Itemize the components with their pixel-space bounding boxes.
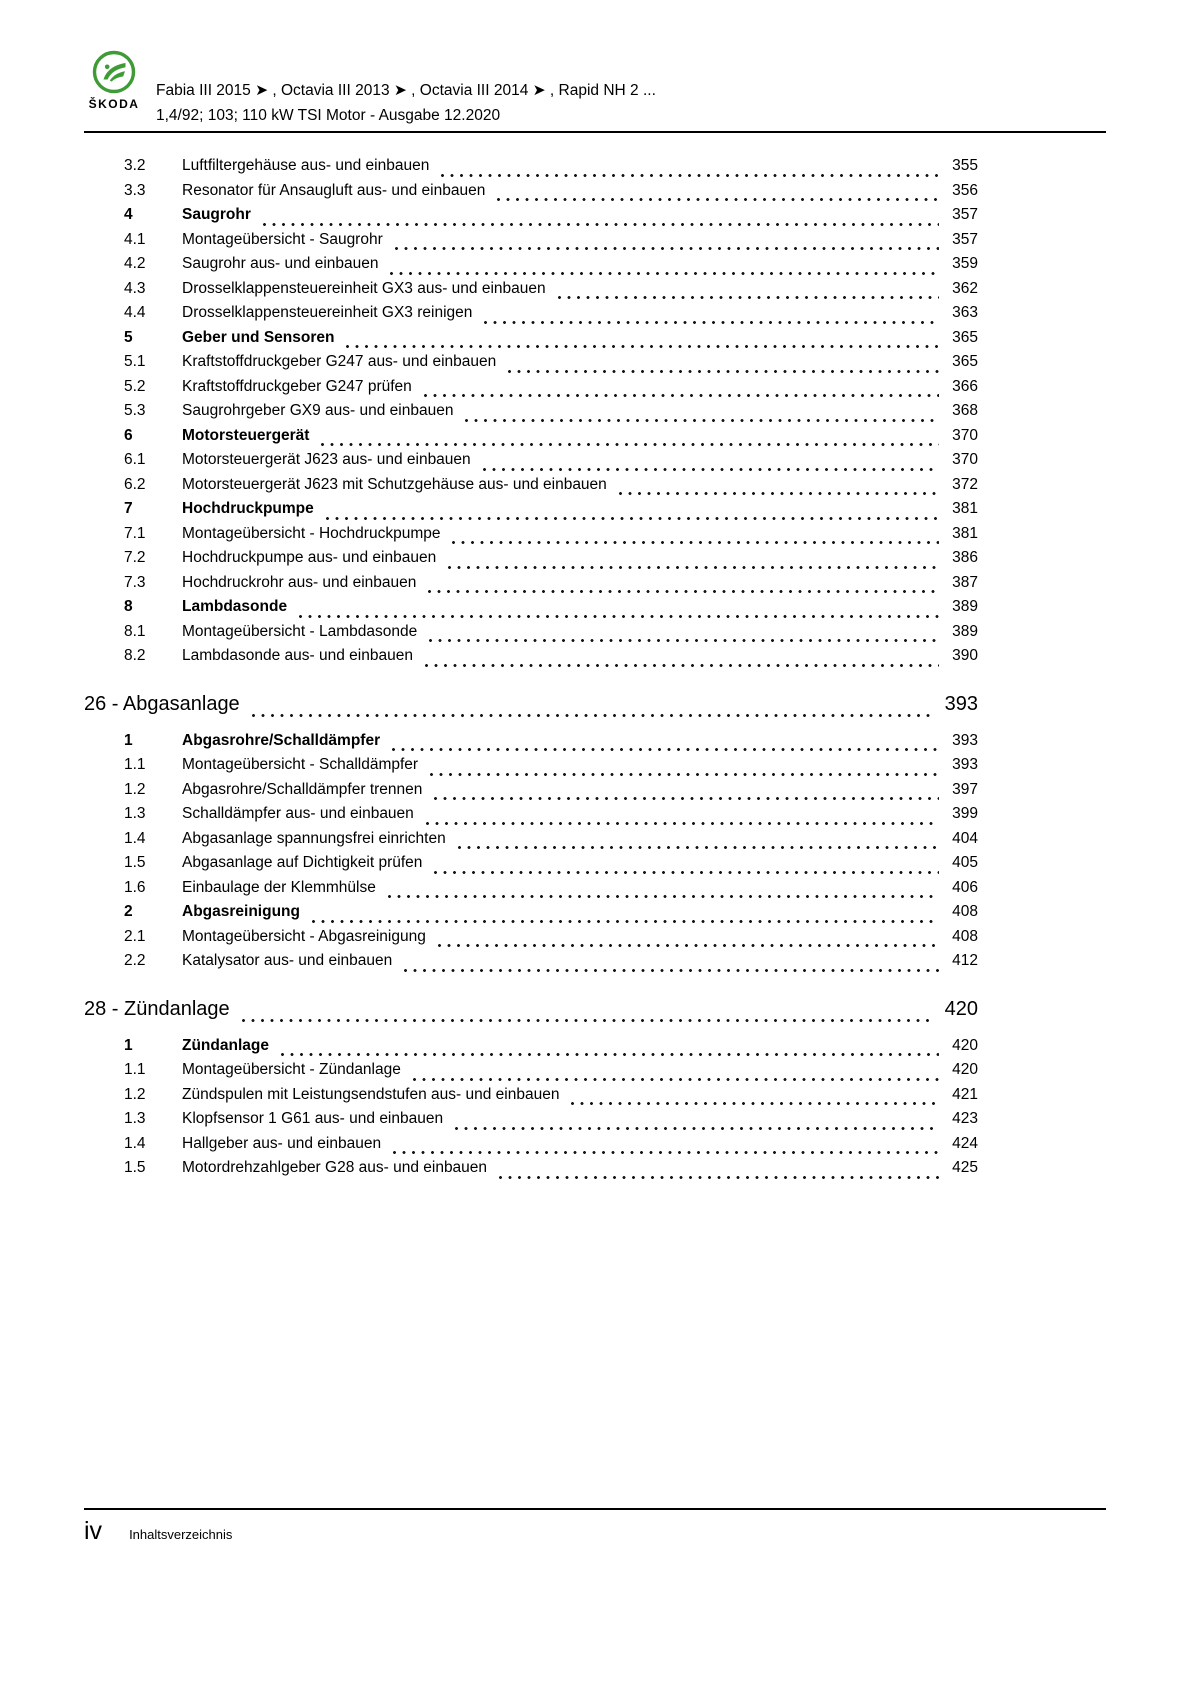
toc-entry[interactable]	[84, 598, 978, 623]
entry-page-number: 408	[952, 903, 978, 920]
dot-leader	[465, 419, 939, 422]
entry-page-number: 365	[952, 328, 978, 346]
toc-entry[interactable]	[84, 574, 978, 599]
toc-entry[interactable]	[84, 231, 978, 256]
entry-page-number: 356	[952, 181, 978, 199]
dot-leader	[346, 345, 939, 348]
dot-leader	[395, 247, 939, 250]
entry-title: Montageübersicht - Zündanlage	[182, 1061, 401, 1078]
entry-number: 5.2	[124, 377, 146, 395]
entry-title: Motorsteuergerät J623 mit Schutzgehäuse aus- und einbauen	[182, 475, 607, 493]
engine-line: 1,4/92; 103; 110 kW TSI Motor - Ausgabe 12.2020	[156, 107, 501, 124]
entry-number: 8.2	[124, 647, 146, 664]
entry-page-number: 357	[952, 230, 978, 248]
entry-title: Luftfiltergehäuse aus- und einbauen	[182, 157, 430, 174]
entry-title: Geber und Sensoren	[182, 328, 335, 346]
dot-leader	[484, 321, 939, 324]
dot-leader	[428, 590, 939, 593]
dot-leader	[429, 639, 939, 642]
dot-leader	[499, 1176, 939, 1179]
toc-entry[interactable]	[84, 781, 978, 806]
entry-title: Kraftstoffdruckgeber G247 aus- und einbauen	[182, 353, 497, 370]
entry-title: Hochdruckpumpe aus- und einbauen	[182, 549, 437, 566]
toc-entry[interactable]	[84, 1110, 978, 1135]
entry-number: 4.2	[124, 255, 146, 272]
entry-page-number: 389	[952, 598, 978, 615]
entry-title: Motordrehzahlgeber G28 aus- und einbauen	[182, 1159, 488, 1176]
entry-title: Klopfsensor 1 G61 aus- und einbauen	[182, 1110, 444, 1127]
entry-number: 8	[124, 598, 133, 615]
entry-page-number: 370	[952, 426, 978, 444]
dot-leader	[263, 223, 939, 226]
entry-title: Motorsteuergerät J623 aus- und einbauen	[182, 451, 471, 468]
entry-page-number: 362	[952, 279, 978, 297]
entry-page-number: 406	[952, 878, 978, 896]
dot-leader	[388, 895, 939, 898]
toc-entry[interactable]	[84, 427, 978, 452]
toc-entry[interactable]	[84, 329, 978, 354]
entry-number: 5.3	[124, 402, 146, 419]
footer-divider	[84, 1508, 1106, 1510]
entry-page-number: 405	[952, 854, 978, 871]
entry-page-number: 381	[952, 524, 978, 542]
dot-leader	[390, 272, 939, 275]
toc-entry[interactable]	[84, 451, 978, 476]
entry-page-number: 368	[952, 402, 978, 419]
entry-number: 4.3	[124, 279, 146, 297]
dot-leader	[438, 944, 939, 947]
entry-number: 1.3	[124, 1110, 146, 1127]
entry-number: 2.2	[124, 952, 146, 969]
chapter-page-number: 393	[944, 692, 978, 715]
entry-number: 1.4	[124, 1134, 146, 1152]
entry-title: Hochdruckpumpe	[182, 500, 314, 517]
dot-leader	[571, 1102, 939, 1105]
dot-leader	[434, 871, 939, 874]
entry-page-number: 387	[952, 573, 978, 591]
toc-entry[interactable]	[84, 928, 978, 953]
toc-entry[interactable]	[84, 1086, 978, 1111]
entry-number: 1.2	[124, 780, 146, 798]
toc-entry[interactable]	[84, 402, 978, 427]
entry-page-number: 399	[952, 805, 978, 822]
dot-leader	[483, 468, 939, 471]
entry-page-number: 412	[952, 952, 978, 969]
entry-number: 4.1	[124, 230, 146, 248]
dot-leader	[508, 370, 939, 373]
footer-title: Inhaltsverzeichnis	[129, 1527, 233, 1542]
entry-title: Einbaulage der Klemmhülse	[182, 878, 376, 896]
toc-entry[interactable]	[84, 304, 978, 329]
dot-leader	[448, 566, 939, 569]
footer-row	[84, 1517, 1106, 1545]
entry-number: 5	[124, 328, 133, 346]
entry-page-number: 389	[952, 622, 978, 640]
toc-entry[interactable]	[84, 1061, 978, 1086]
header-divider	[84, 131, 1106, 133]
toc-entry[interactable]	[84, 952, 978, 977]
toc-entry[interactable]	[84, 805, 978, 830]
entry-title: Schalldämpfer aus- und einbauen	[182, 805, 414, 822]
toc-entry[interactable]	[84, 280, 978, 305]
toc-entry[interactable]	[84, 756, 978, 781]
dot-leader	[497, 198, 939, 201]
dot-leader	[619, 492, 939, 495]
entry-page-number: 363	[952, 304, 978, 321]
toc-chapter-heading[interactable]	[84, 998, 978, 1028]
entry-title: Abgasanlage auf Dichtigkeit prüfen	[182, 854, 423, 871]
entry-title: Montageübersicht - Saugrohr	[182, 230, 383, 248]
entry-number: 5.1	[124, 353, 146, 370]
entry-page-number: 370	[952, 451, 978, 468]
page-footer	[84, 1508, 1106, 1545]
entry-page-number: 420	[952, 1036, 978, 1054]
toc-entry[interactable]	[84, 378, 978, 403]
entry-number: 7.3	[124, 573, 146, 591]
chapter-title: 26 - Abgasanlage	[84, 692, 240, 715]
entry-number: 1.5	[124, 854, 146, 871]
entry-number: 4	[124, 206, 133, 223]
entry-title: Drosselklappensteuereinheit GX3 aus- und einbauen	[182, 279, 546, 297]
chapter-page-number: 420	[944, 997, 978, 1020]
dot-leader	[321, 443, 939, 446]
entry-title: Saugrohrgeber GX9 aus- und einbauen	[182, 402, 454, 419]
entry-page-number: 420	[952, 1061, 978, 1078]
entry-number: 7	[124, 500, 133, 517]
entry-page-number: 404	[952, 829, 978, 847]
brand-block	[84, 50, 144, 111]
entry-number: 7.1	[124, 524, 146, 542]
entry-page-number: 386	[952, 549, 978, 566]
dot-leader	[393, 1151, 939, 1154]
model-line: Fabia III 2015 ➤ , Octavia III 2013 ➤ , Octavia III 2014 ➤ , Rapid NH 2 ...	[156, 82, 656, 99]
entry-page-number: 393	[952, 756, 978, 773]
entry-number: 3.2	[124, 157, 146, 174]
entry-number: 1.3	[124, 805, 146, 822]
entry-number: 1	[124, 1036, 133, 1054]
entry-title: Montageübersicht - Schalldämpfer	[182, 756, 419, 773]
entry-number: 8.1	[124, 622, 146, 640]
dot-leader	[455, 1127, 939, 1130]
dot-leader	[242, 1019, 931, 1022]
dot-leader	[434, 797, 939, 800]
entry-title: Saugrohr aus- und einbauen	[182, 255, 379, 272]
toc-entry[interactable]	[84, 647, 978, 672]
toc-entry[interactable]	[84, 903, 978, 928]
entry-number: 1.1	[124, 756, 146, 773]
entry-title: Montageübersicht - Abgasreinigung	[182, 927, 426, 945]
entry-title: Lambdasonde	[182, 598, 288, 615]
toc	[84, 157, 978, 1184]
entry-title: Zündanlage	[182, 1036, 269, 1054]
toc-entry[interactable]	[84, 1159, 978, 1184]
header-text	[156, 50, 656, 128]
entry-title: Abgasrohre/Schalldämpfer trennen	[182, 780, 423, 798]
entry-page-number: 424	[952, 1134, 978, 1152]
entry-number: 4.4	[124, 304, 146, 321]
entry-number: 1.6	[124, 878, 146, 896]
toc-entry[interactable]	[84, 525, 978, 550]
entry-page-number: 393	[952, 731, 978, 749]
toc-entry[interactable]	[84, 353, 978, 378]
entry-page-number: 408	[952, 927, 978, 945]
entry-title: Lambdasonde aus- und einbauen	[182, 647, 413, 664]
dot-leader	[326, 517, 939, 520]
entry-title: Montageübersicht - Lambdasonde	[182, 622, 418, 640]
entry-title: Motorsteuergerät	[182, 426, 310, 444]
entry-page-number: 366	[952, 377, 978, 395]
entry-page-number: 425	[952, 1159, 978, 1176]
entry-number: 7.2	[124, 549, 146, 566]
entry-title: Resonator für Ansaugluft aus- und einbauen	[182, 181, 486, 199]
entry-page-number: 381	[952, 500, 978, 517]
toc-entry[interactable]	[84, 854, 978, 879]
toc-entry[interactable]	[84, 830, 978, 855]
dot-leader	[558, 296, 939, 299]
entry-number: 1.1	[124, 1061, 146, 1078]
toc-entry[interactable]	[84, 1135, 978, 1160]
entry-page-number: 372	[952, 475, 978, 493]
entry-page-number: 355	[952, 157, 978, 174]
entry-page-number: 365	[952, 353, 978, 370]
dot-leader	[392, 748, 939, 751]
entry-title: Abgasanlage spannungsfrei einrichten	[182, 829, 446, 847]
entry-number: 6.2	[124, 475, 146, 493]
toc-entry[interactable]	[84, 182, 978, 207]
toc-entry[interactable]	[84, 500, 978, 525]
brand-name: ŠKODA	[88, 97, 140, 111]
entry-title: Saugrohr	[182, 206, 251, 223]
entry-number: 1	[124, 731, 133, 749]
toc-entry[interactable]	[84, 732, 978, 757]
dot-leader	[426, 822, 939, 825]
page-header	[84, 50, 656, 128]
dot-leader	[441, 174, 939, 177]
toc-entry[interactable]	[84, 879, 978, 904]
toc-entry[interactable]	[84, 1037, 978, 1062]
entry-page-number: 390	[952, 647, 978, 664]
entry-number: 6	[124, 426, 133, 444]
entry-title: Abgasreinigung	[182, 903, 300, 920]
entry-title: Drosselklappensteuereinheit GX3 reinigen	[182, 304, 473, 321]
toc-entry[interactable]	[84, 206, 978, 231]
entry-title: Kraftstoffdruckgeber G247 prüfen	[182, 377, 412, 395]
dot-leader	[458, 846, 939, 849]
dot-leader	[252, 714, 931, 717]
entry-title: Katalysator aus- und einbauen	[182, 952, 393, 969]
dot-leader	[312, 920, 939, 923]
entry-title: Abgasrohre/Schalldämpfer	[182, 731, 381, 749]
toc-chapter-heading[interactable]	[84, 693, 978, 723]
entry-page-number: 423	[952, 1110, 978, 1127]
dot-leader	[413, 1078, 939, 1081]
entry-page-number: 359	[952, 255, 978, 272]
entry-number: 3.3	[124, 181, 146, 199]
dot-leader	[299, 615, 939, 618]
chapter-title: 28 - Zündanlage	[84, 997, 230, 1020]
entry-title: Hochdruckrohr aus- und einbauen	[182, 573, 417, 591]
entry-number: 1.2	[124, 1085, 146, 1103]
toc-entry[interactable]	[84, 476, 978, 501]
skoda-logo-icon	[92, 50, 136, 94]
entry-number: 1.4	[124, 829, 146, 847]
toc-entry[interactable]	[84, 549, 978, 574]
entry-title: Montageübersicht - Hochdruckpumpe	[182, 524, 441, 542]
entry-number: 2	[124, 903, 133, 920]
dot-leader	[281, 1053, 939, 1056]
entry-page-number: 421	[952, 1085, 978, 1103]
entry-number: 6.1	[124, 451, 146, 468]
dot-leader	[425, 664, 939, 667]
entry-number: 2.1	[124, 927, 146, 945]
entry-title: Zündspulen mit Leistungsendstufen aus- und einbauen	[182, 1085, 560, 1103]
entry-number: 1.5	[124, 1159, 146, 1176]
toc-entry[interactable]	[84, 157, 978, 182]
entry-page-number: 397	[952, 780, 978, 798]
dot-leader	[424, 394, 939, 397]
toc-entry[interactable]	[84, 255, 978, 280]
entry-page-number: 357	[952, 206, 978, 223]
entry-title: Hallgeber aus- und einbauen	[182, 1134, 382, 1152]
dot-leader	[404, 969, 939, 972]
dot-leader	[430, 773, 939, 776]
dot-leader	[452, 541, 939, 544]
page-number: iv	[84, 1517, 103, 1545]
toc-entry[interactable]	[84, 623, 978, 648]
